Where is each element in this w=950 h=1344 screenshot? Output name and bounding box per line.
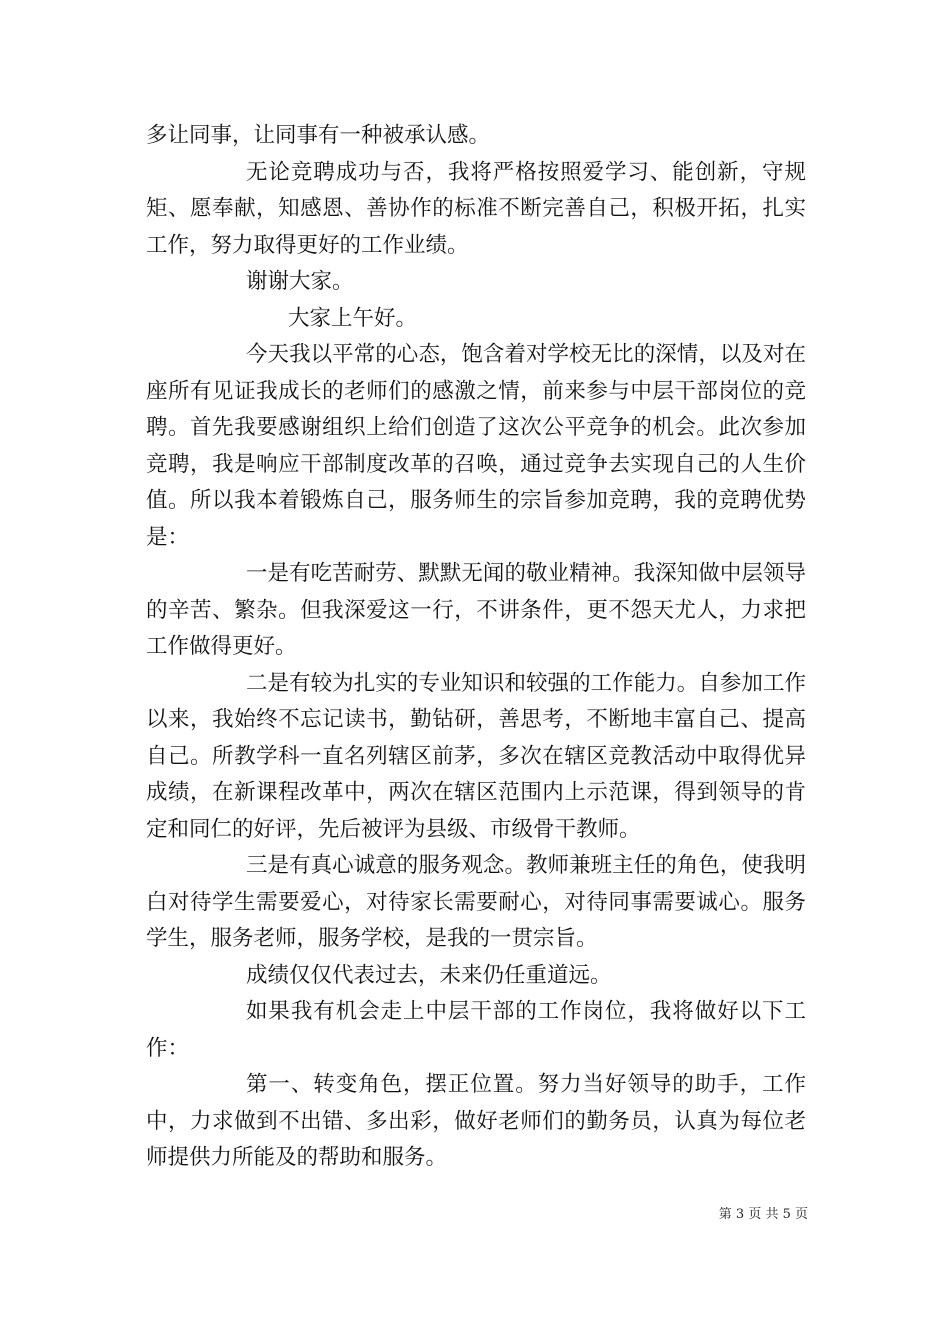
page-number: 第 3 页 共 5 页 xyxy=(718,1207,808,1222)
paragraph-greeting: 大家上午好。 xyxy=(288,305,418,331)
paragraph: 如果我有机会走上中层干部的工作岗位，我将做好以下工作： xyxy=(146,999,806,1061)
paragraph: 一是有吃苦耐劳、默默无闻的敬业精神。我深知做中层领导的辛苦、繁杂。但我深爱这一行，不讲条件，更不怨天尤人，力求把工作做得更好。 xyxy=(146,561,806,659)
paragraph: 二是有较为扎实的专业知识和较强的工作能力。自参加工作以来，我始终不忘记读书，勤钻研，善思考，不断地丰富自己、提高自己。所教学科一直名列辖区前茅，多次在辖区竞教活动中取得优异成绩，在新课程改革中，两次在辖区范围内上示范课，得到领导的肯定和同仁的好评，先后被评为县级、市级骨干教师。 xyxy=(146,670,806,842)
paragraph: 无论竞聘成功与否，我将严格按照爱学习、能创新，守规矩、愿奉献，知感恩、善协作的标准不断完善自己，积极开拓，扎实工作，努力取得更好的工作业绩。 xyxy=(146,159,806,258)
paragraph: 今天我以平常的心态，饱含着对学校无比的深情，以及对在座所有见证我成长的老师们的感激之情，前来参与中层干部岗位的竞聘。首先我要感谢组织上给们创造了这次公平竞争的机会。此次参加竞聘，我是响应干部制度改革的召唤，通过竞争去实现自己的人生价值。所以我本着锻炼自己，服务师生的宗旨参加竞聘，我的竞聘优势是： xyxy=(146,342,806,550)
paragraph-thanks: 谢谢大家。 xyxy=(246,269,354,294)
paragraph: 第一、转变角色，摆正位置。努力当好领导的助手，工作中，力求做到不出错、多出彩，做好老师们的勤务员，认真为每位老师提供力所能及的帮助和服务。 xyxy=(146,1072,806,1170)
paragraph: 三是有真心诚意的服务观念。教师兼班主任的角色，使我明白对待学生需要爱心，对待家长需要耐心，对待同事需要诚心。服务学生，服务老师，服务学校，是我的一贯宗旨。 xyxy=(146,853,806,951)
paragraph: 成绩仅仅代表过去，未来仍任重道远。 xyxy=(246,962,612,988)
paragraph-continuation: 多让同事，让同事有一种被承认感。 xyxy=(146,123,491,148)
document-body xyxy=(146,118,806,1177)
